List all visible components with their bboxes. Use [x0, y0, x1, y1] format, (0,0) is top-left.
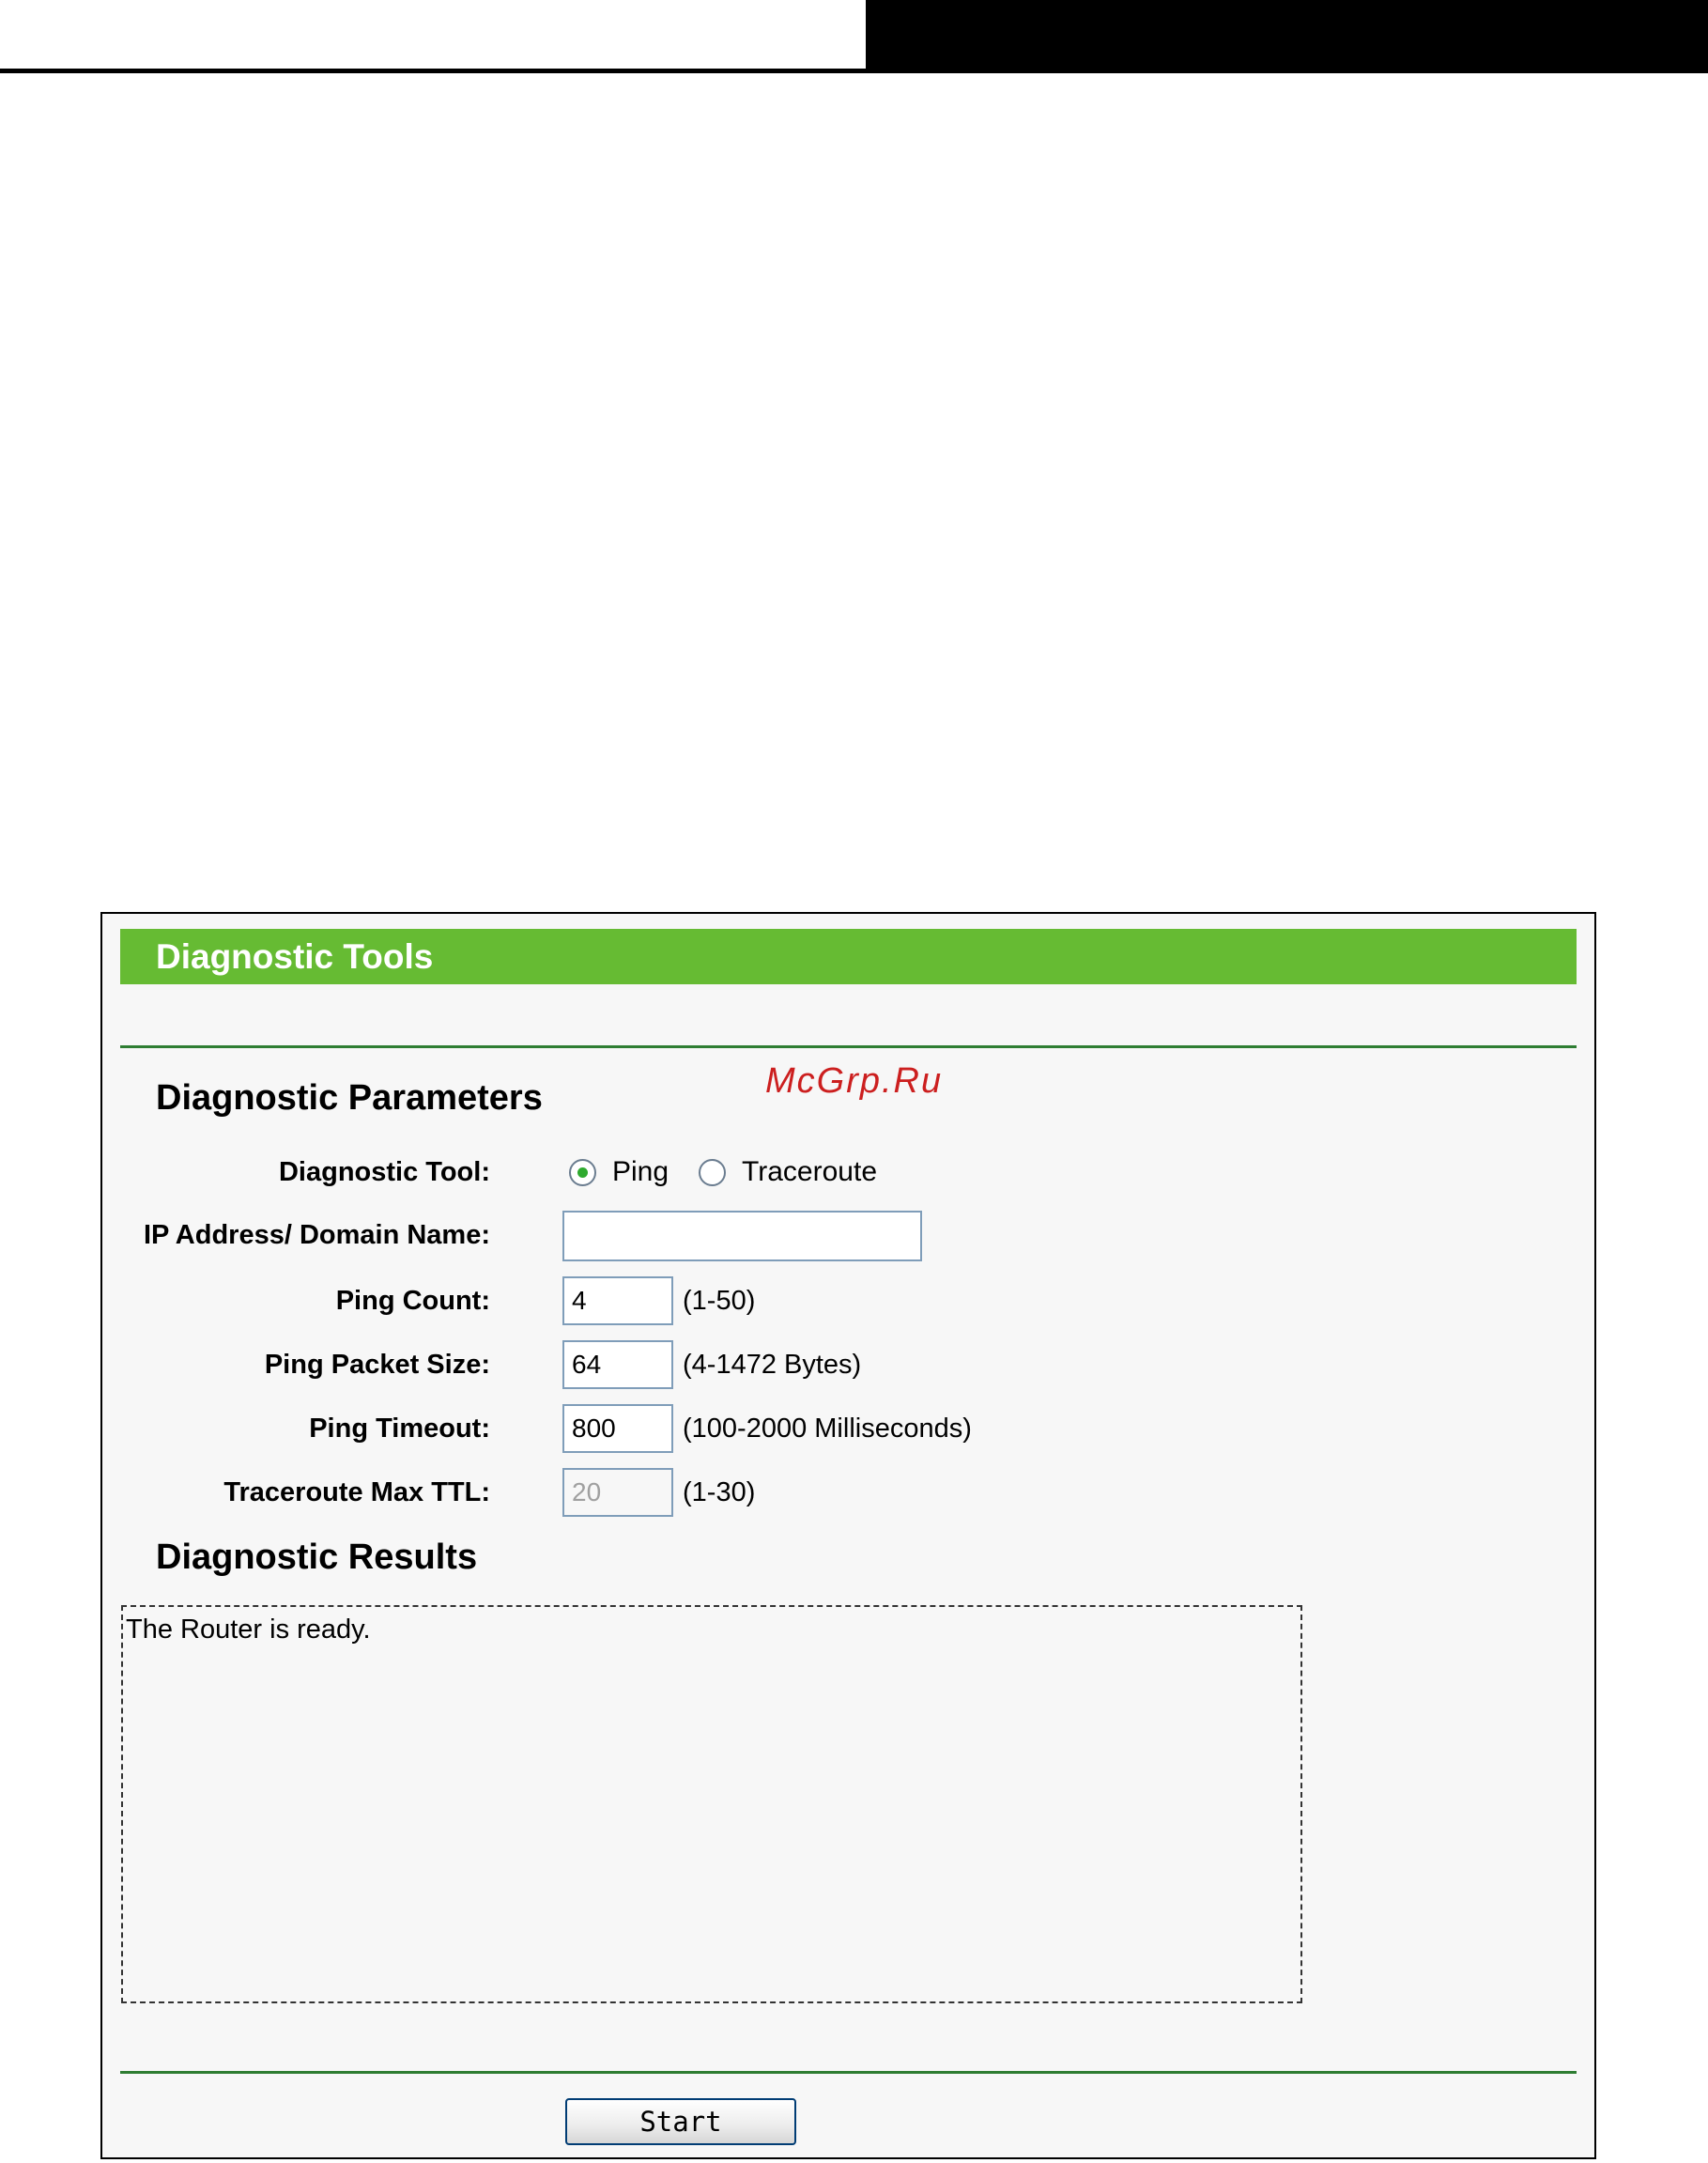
traceroute-max-ttl-input[interactable] [562, 1468, 673, 1517]
ping-timeout-hint: (100-2000 Milliseconds) [683, 1414, 972, 1444]
traceroute-radio-label[interactable]: Traceroute [742, 1156, 877, 1187]
bottom-divider [120, 2071, 1577, 2074]
diagnostic-tool-radio-group [569, 1153, 877, 1191]
ping-count-label: Ping Count: [335, 1286, 490, 1316]
ping-packet-size-label: Ping Packet Size: [264, 1350, 490, 1380]
traceroute-radio[interactable] [699, 1159, 726, 1186]
document-header-bar [866, 0, 1708, 69]
ping-count-hint: (1-50) [683, 1286, 756, 1316]
traceroute-max-ttl-label: Traceroute Max TTL: [223, 1477, 490, 1507]
ip-domain-label: IP Address/ Domain Name: [143, 1220, 490, 1250]
diagnostic-tool-label: Diagnostic Tool: [278, 1157, 490, 1187]
document-header-rule [0, 69, 1708, 73]
ping-timeout-label: Ping Timeout: [309, 1414, 490, 1444]
ping-packet-size-hint: (4-1472 Bytes) [683, 1350, 862, 1380]
ping-timeout-input[interactable] [562, 1404, 673, 1453]
results-text: The Router is ready. [126, 1615, 371, 1645]
ping-radio-label[interactable]: Ping [612, 1156, 669, 1187]
panel-title: Diagnostic Tools [156, 937, 434, 976]
ping-radio[interactable] [569, 1159, 596, 1186]
top-divider [120, 1045, 1577, 1048]
ping-packet-size-input[interactable] [562, 1340, 673, 1389]
ping-count-input[interactable] [562, 1276, 673, 1325]
ip-domain-input[interactable] [562, 1211, 922, 1261]
diagnostic-results-heading: Diagnostic Results [156, 1537, 478, 1577]
diagnostic-tools-panel [100, 912, 1596, 2159]
panel-titlebar [120, 929, 1577, 984]
watermark-text: McGrp.Ru [765, 1061, 944, 1101]
diagnostic-results-box[interactable] [121, 1605, 1302, 2003]
start-button[interactable]: Start [565, 2098, 796, 2145]
diagnostic-parameters-heading: Diagnostic Parameters [156, 1078, 543, 1118]
traceroute-max-ttl-hint: (1-30) [683, 1477, 756, 1507]
